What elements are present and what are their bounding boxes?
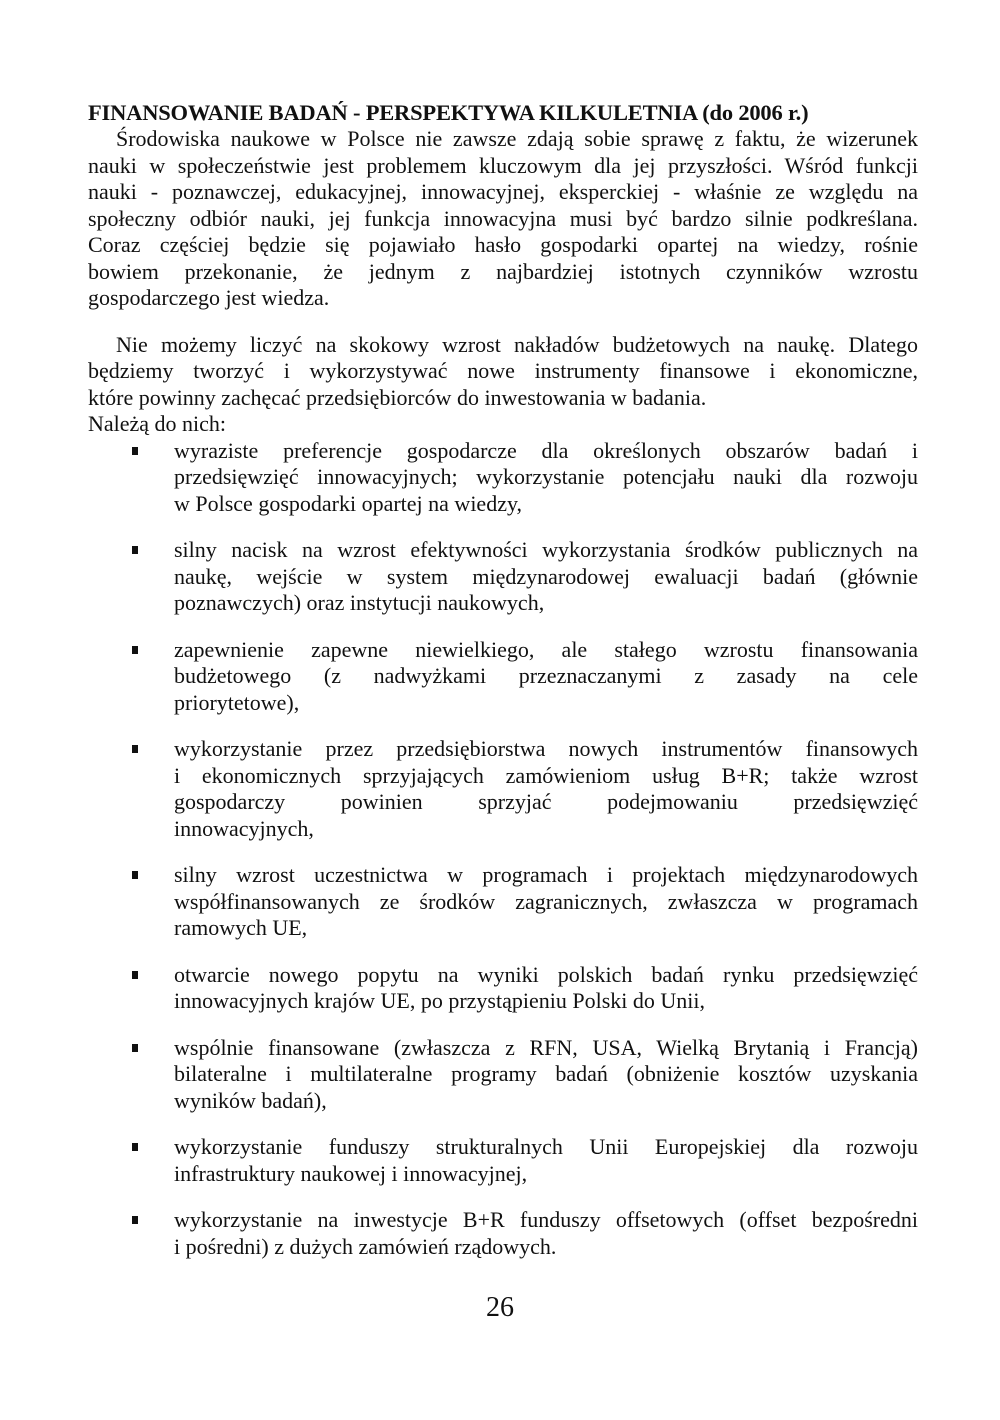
list-item-text-line: priorytetowe), (174, 689, 300, 715)
list-item-text-line: wykorzystanie funduszy strukturalnych Unii Europejskiej dla rozwoju (174, 1134, 918, 1159)
list-item-text-line: silny nacisk na wzrost efektywności wykorzystania środków publicznych na (174, 537, 918, 562)
list-item-text-line: infrastruktury naukowej i innowacyjnej, (174, 1160, 528, 1186)
page-number: 26 (486, 1292, 514, 1323)
list-item-text (174, 438, 918, 518)
paragraph-gap (88, 312, 918, 332)
list-item-text-line: wykorzystanie przez przedsiębiorstwa nowych instrumentów finansowych (174, 736, 918, 761)
square-bullet-icon (132, 646, 138, 654)
paragraph-intro-line: Coraz częściej będzie się pojawiało hasło gospodarki opartej na wiedzy, rośnie (88, 232, 918, 257)
list-item (88, 637, 918, 717)
list-item (88, 438, 918, 518)
square-bullet-icon (132, 447, 138, 455)
list-item-text-line: i pośredni) z dużych zamówień rządowych. (174, 1233, 557, 1259)
list-item-text (174, 1134, 918, 1187)
list-item-text (174, 962, 918, 1015)
list-item-text-line: wyraziste preferencje gospodarcze dla określonych obszarów badań i (174, 437, 918, 463)
list-item-text-line: gospodarczy powinien sprzyjać podejmowaniu przedsięwzięć (174, 789, 918, 814)
list-item-text-line: poznawczych) oraz instytucji naukowych, (174, 590, 545, 615)
list-item (88, 1134, 918, 1187)
paragraph-funding-line: Nie możemy liczyć na skokowy wzrost nakładów budżetowych na naukę. Dlatego (116, 331, 918, 357)
measures-list (88, 438, 918, 1261)
list-item-text-line: innowacyjnych krajów UE, po przystąpieniu Polski do Unii, (174, 988, 705, 1013)
list-item-text (174, 862, 918, 942)
list-item-text (174, 1207, 918, 1260)
paragraph-intro-line: Środowiska naukowe w Polsce nie zawsze zdają sobie sprawę z faktu, że wizerunek (116, 126, 918, 151)
paragraph-funding-line: które powinny zachęcać przedsiębiorców do inwestowania w badania. (88, 384, 707, 410)
list-item-text-line: zapewnienie zapewne niewielkiego, ale stałego wzrostu finansowania (174, 636, 918, 662)
list-item-text-line: wyników badań), (174, 1087, 327, 1113)
list-item-text (174, 637, 918, 717)
square-bullet-icon (132, 971, 138, 979)
paragraph-funding-line: będziemy tworzyć i wykorzystywać nowe instrumenty finansowe i ekonomiczne, (88, 358, 918, 383)
document-page (88, 100, 918, 1280)
list-item-text-line: otwarcie nowego popytu na wyniki polskich badań rynku przedsięwzięć (174, 961, 918, 987)
list-item-text (174, 537, 918, 617)
list-item-text-line: wspólnie finansowane (zwłaszcza z RFN, USA, Wielką Brytanią i Francją) (174, 1034, 918, 1060)
list-item-text (174, 736, 918, 842)
paragraph-intro-line: nauki w społeczeństwie jest problemem kluczowym dla jej przyszłości. Wśród funkcji (88, 152, 918, 178)
list-item (88, 962, 918, 1015)
list-item-text-line: bilateralne i multilateralne programy badań (obniżenie kosztów uzyskania (174, 1061, 918, 1086)
list-item-text-line: współfinansowanych ze środków zagranicznych, zwłaszcza w programach (174, 888, 918, 914)
paragraph-funding (88, 332, 918, 412)
list-item-text-line: przedsięwzięć innowacyjnych; wykorzystanie potencjału nauki dla rozwoju (174, 464, 918, 489)
square-bullet-icon (132, 546, 138, 554)
list-item (88, 1035, 918, 1115)
list-item-text-line: naukę, wejście w system międzynarodowej ewaluacji badań (głównie (174, 563, 918, 589)
square-bullet-icon (132, 1216, 138, 1224)
list-item-text-line: i ekonomicznych sprzyjających zamówieniom usług B+R; także wzrost (174, 762, 918, 788)
paragraph-intro-line: społeczny odbiór nauki, jej funkcja innowacyjna musi być bardzo silnie podkreślana. (88, 205, 918, 231)
list-item (88, 537, 918, 617)
list-item-text-line: silny wzrost uczestnictwa w programach i projektach międzynarodowych (174, 862, 918, 887)
paragraph-intro-line: gospodarczego jest wiedza. (88, 285, 330, 310)
list-item-text-line: innowacyjnych, (174, 815, 314, 841)
paragraph-intro (88, 126, 918, 312)
list-item-text-line: w Polsce gospodarki opartej na wiedzy, (174, 490, 523, 516)
paragraph-intro-line: nauki - poznawczej, edukacyjnej, innowacyjnej, eksperckiej - właśnie ze względu na (88, 179, 918, 204)
list-intro: Należą do nich: (88, 411, 227, 436)
list-item (88, 736, 918, 842)
list-item (88, 1207, 918, 1260)
square-bullet-icon (132, 745, 138, 753)
square-bullet-icon (132, 1143, 138, 1151)
list-item-text-line: budżetowego (z nadwyżkami przeznaczanymi z zasady na cele (174, 663, 918, 688)
list-item (88, 862, 918, 942)
paragraph-intro-line: bowiem przekonanie, że jednym z najbardziej istotnych czynników wzrostu (88, 258, 918, 284)
square-bullet-icon (132, 1044, 138, 1052)
square-bullet-icon (132, 871, 138, 879)
list-item-text-line: wykorzystanie na inwestycje B+R funduszy offsetowych (offset bezpośredni (174, 1207, 918, 1232)
list-item-text (174, 1035, 918, 1115)
section-heading: FINANSOWANIE BADAŃ - PERSPEKTYWA KILKULETNIA (do 2006 r.) (88, 100, 809, 125)
list-item-text-line: ramowych UE, (174, 915, 308, 940)
